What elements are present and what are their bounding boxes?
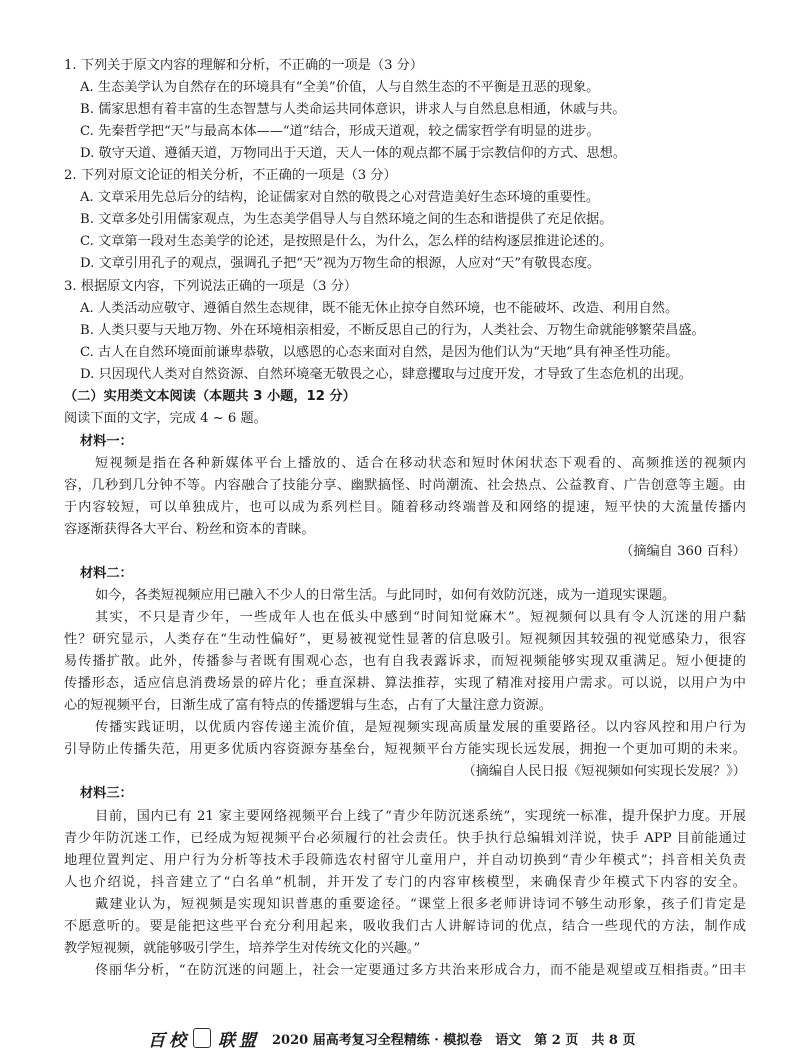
q3-stem: 3. 根据原文内容，下列说法正确的一项是（3 分） — [64, 279, 358, 294]
q2-option-b: B. 文章多处引用儒家观点，为生态美学倡导人与自然环境之间的生态和谐提供了充足依据。 — [80, 212, 613, 227]
material3-line: 佟丽华分析，“在防沉迷的问题上，社会一定要通过多方共治来形成合力，而不能是观望或互相指责。”田丰 — [95, 963, 746, 978]
material2-line: 性？研究显示，人类存在“生动性偏好”，更易被视觉性显著的信息吸引。短视频因其较强的视觉感染力，很容 — [64, 632, 746, 647]
q3-option-b: B. 人类只要与天地万物、外在环境相亲相爱，不断反思自己的行为，人类社会、万物生命就能够繁荣昌盛。 — [80, 323, 705, 338]
material3-line: 戴建业认为，短视频是实现知识普惠的重要途径。“课堂上很多老师讲诗词不够生动形象，孩子们肯定是 — [95, 897, 746, 912]
q1-stem: 1. 下列关于原文内容的理解和分析，不正确的一项是（3 分） — [64, 58, 424, 73]
q3-option-a: A. 人类活动应敬守、遵循自然生态规律，既不能无休止掠夺自然环境，也不能破坏、改造、利用自然。 — [80, 301, 679, 316]
material2-line: 传播形态，适应信息消费场景的碎片化；垂直深耕、算法推荐，实现了精准对接用户需求。可以说，以用户为中 — [64, 676, 746, 691]
material3-line: 教学短视频，就能够吸引学生，培养学生对传统文化的兴趣。” — [64, 941, 421, 956]
material1-line: 容，几秒到几分钟不等。内容融合了技能分享、幽默搞怪、时尚潮流、社会热点、公益教育、广告创意等主题。由 — [64, 478, 746, 493]
material1-title: 材料一： — [80, 434, 133, 449]
material3-title: 材料三： — [80, 786, 133, 801]
material2-title: 材料二： — [80, 566, 133, 581]
q1-option-a: A. 生态美学认为自然存在的环境具有“全美”价值，人与自然生态的不平衡是丑恶的现象。 — [80, 80, 600, 95]
q1-option-c: C. 先秦哲学把“天”与最高本体——“道”结合，形成天道观，较之儒家哲学有明显的进步。 — [80, 124, 600, 139]
q2-option-a: A. 文章采用先总后分的结构，论证儒家对自然的敬畏之心对营造美好生态环境的重要性。 — [80, 190, 600, 205]
material3-line: 地理位置判定、用户行为分析等技术手段筛选农村留守儿童用户，并自动切换到“青少年模式”；抖音相关负责 — [64, 853, 746, 868]
material3-line: 青少年防沉迷工作，已经成为短视频平台必须履行的社会责任。快手执行总编辑刘洋说，快手 APP 目前能通过 — [64, 831, 746, 846]
brand-logo-left: 百校 — [148, 1031, 190, 1051]
brand-logo-right: 联盟 — [218, 1031, 260, 1051]
material2-line: 易传播扩散。此外，传播参与者既有围观心态，也有自我表露诉求，而短视频能够实现双重满足。短小便捷的 — [64, 654, 746, 669]
footer-page-info: 2020 届高考复习全程精练 · 模拟卷 语文 第 2 页 共 8 页 — [272, 1033, 636, 1048]
material3-line: 人也介绍说，抖音建立了“白名单”机制，并开发了专门的内容审核模型，来确保青少年模式下内容的安全。 — [64, 875, 746, 890]
section-heading: （二）实用类文本阅读（本题共 3 小题，12 分） — [64, 389, 356, 404]
material1-line: 容逐渐获得各大平台、粉丝和资本的青睐。 — [64, 522, 315, 537]
material2-line: 其实，不只是青少年，一些成年人也在低头中感到“时间知觉麻木”。短视频何以具有令人沉迷的用户黏 — [95, 610, 746, 625]
q1-option-d: D. 敬守天道、遵循天道，万物同出于天道，天人一体的观点都不属于宗教信仰的方式、思想。 — [80, 146, 626, 161]
material2-line: 如今，各类短视频应用已融入不少人的日常生活。与此同时，如何有效防沉迷，成为一道现实课题。 — [95, 588, 676, 603]
q1-option-b: B. 儒家思想有着丰富的生态智慧与人类命运共同体意识，讲求人与自然息息相通，休戚与共。 — [80, 102, 626, 117]
q3-option-d: D. 只因现代人类对自然资源、自然环境毫无敬畏之心，肆意攫取与过度开发，才导致了生态危机的出现。 — [80, 367, 692, 382]
material2-source: （摘编自人民日报《短视频如何实现长发展？》） — [462, 764, 746, 779]
section-instruction: 阅读下面的文字，完成 4 ~ 6 题。 — [64, 411, 267, 426]
material3-line: 不愿意听的。要是能把这些平台充分利用起来，吸收我们古人讲解诗词的优点，结合一些现代的方法，制作成 — [64, 919, 746, 934]
material1-source: （摘编自 360 百科） — [620, 544, 746, 559]
page-footer — [0, 1026, 794, 1050]
material2-line: 心的短视频平台，日渐生成了富有特点的传播逻辑与生态，占有了大量注意力资源。 — [64, 698, 552, 713]
q3-option-c: C. 古人在自然环境面前谦卑恭敬，以感恩的心态来面对自然，是因为他们认为“天地”具有神圣性功能。 — [80, 345, 679, 360]
material1-line: 短视频是指在各种新媒体平台上播放的、适合在移动状态和短时休闲状态下观看的、高频推送的视频内 — [95, 456, 746, 471]
q2-option-d: D. 文章引用孔子的观点，强调孔子把“天”视为万物生命的根源，人应对“天”有敬畏态度。 — [80, 256, 601, 271]
material2-line: 引导防止传播失范，用更多优质内容资源夯基垒台，短视频平台方能实现长远发展，拥抱一个更加可期的未来。 — [64, 742, 746, 757]
material2-line: 传播实践证明，以优质内容传递主流价值，是短视频实现高质量发展的重要路径。以内容风控和用户行为 — [95, 720, 746, 735]
material3-line: 目前，国内已有 21 家主要网络视频平台上线了“青少年防沉迷系统”，实现统一标准，提升保护力度。开展 — [95, 809, 746, 824]
seal-icon — [193, 1028, 211, 1048]
q2-stem: 2. 下列对原文论证的相关分析，不正确的一项是（3 分） — [64, 168, 397, 183]
q2-option-c: C. 文章第一段对生态美学的论述，是按照是什么，为什么，怎么样的结构逐层推进论述的。 — [80, 234, 613, 249]
material1-line: 于内容较短，可以单独成片，也可以成为系列栏目。随着移动终端普及和网络的提速，短平快的大流量传播内 — [64, 500, 746, 515]
